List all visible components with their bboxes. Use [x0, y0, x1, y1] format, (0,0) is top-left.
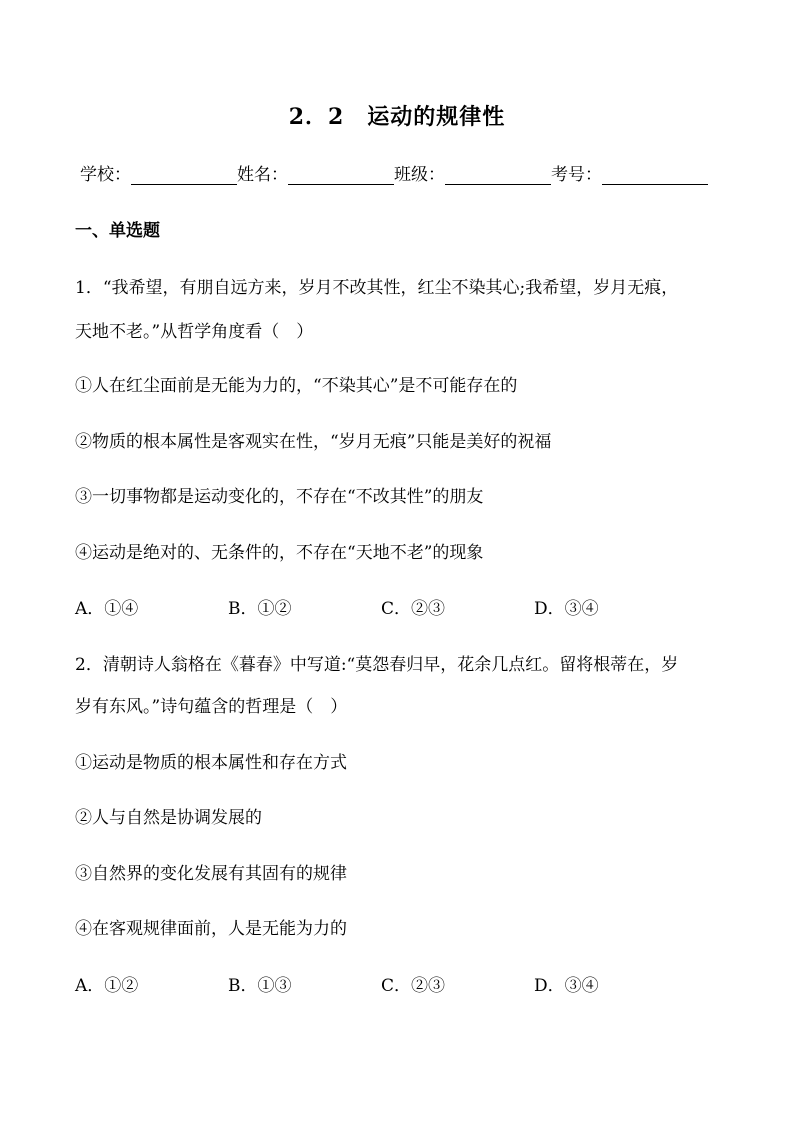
name-field — [237, 160, 394, 185]
option-b[interactable]: B．①③ — [228, 976, 292, 996]
option-a[interactable]: A．①② — [75, 976, 139, 996]
question-2-stem-line-2: 岁有东风。”诗句蕴含的哲理是（ ） — [75, 697, 348, 717]
question-1-statement: ②物质的根本属性是客观实在性，“岁月无痕”只能是美好的祝福 — [75, 432, 552, 452]
question-1-stem-line-2: 天地不老。”从哲学角度看（ ） — [75, 322, 314, 342]
number-label: 考号： — [551, 165, 602, 185]
number-field — [551, 160, 708, 185]
number-blank[interactable] — [602, 166, 708, 185]
school-label: 学校： — [80, 165, 131, 185]
option-d[interactable]: D．③④ — [534, 599, 599, 619]
question-2-statement: ④在客观规律面前，人是无能为力的 — [75, 919, 347, 939]
section-heading: 一、单选题 — [75, 221, 160, 241]
name-blank[interactable] — [288, 166, 394, 185]
question-2-options — [75, 971, 715, 996]
question-2-statement: ①运动是物质的根本属性和存在方式 — [75, 753, 347, 773]
question-1-options — [75, 594, 715, 619]
question-2-statement: ②人与自然是协调发展的 — [75, 808, 262, 828]
class-label: 班级： — [394, 165, 445, 185]
class-blank[interactable] — [445, 166, 551, 185]
student-info-row — [80, 160, 740, 185]
class-field — [394, 160, 551, 185]
question-2-stem-line-1: 2．清朝诗人翁格在《暮春》中写道:“莫怨春归早，花余几点红。留将根蒂在，岁 — [75, 655, 679, 675]
option-b[interactable]: B．①② — [228, 599, 292, 619]
option-d[interactable]: D．③④ — [534, 976, 599, 996]
option-c[interactable]: C．②③ — [381, 599, 446, 619]
name-label: 姓名： — [237, 165, 288, 185]
option-a[interactable]: A．①④ — [75, 599, 139, 619]
school-blank[interactable] — [131, 166, 237, 185]
question-1-statement: ③一切事物都是运动变化的，不存在“不改其性”的朋友 — [75, 487, 484, 507]
question-1-statement: ④运动是绝对的、无条件的，不存在“天地不老”的现象 — [75, 543, 484, 563]
question-1-stem-line-1: 1．“我希望，有朋自远方来，岁月不改其性，红尘不染其心;我希望，岁月无痕， — [75, 278, 679, 298]
school-field — [80, 160, 237, 185]
question-2-statement: ③自然界的变化发展有其固有的规律 — [75, 864, 347, 884]
question-1-statement: ①人在红尘面前是无能为力的，“不染其心”是不可能存在的 — [75, 376, 518, 396]
page-title: 2．2 运动的规律性 — [288, 104, 506, 130]
option-c[interactable]: C．②③ — [381, 976, 446, 996]
